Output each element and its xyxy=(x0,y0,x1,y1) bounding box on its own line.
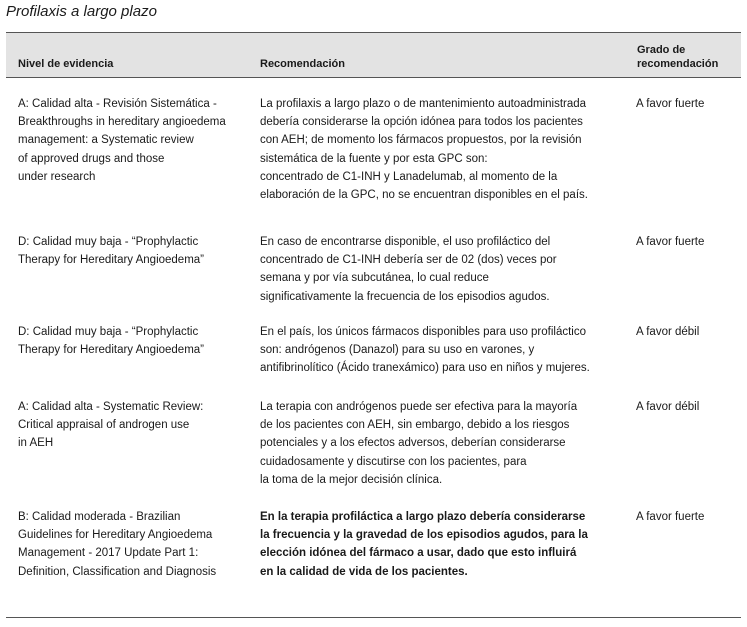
evidence-cell: B: Calidad moderada - Brazilian Guidelines for Hereditary Angioedema Management - 2017 Update Part 1: Definition, Classification and Diagnosis xyxy=(18,511,217,578)
bottom-rule xyxy=(6,617,741,618)
recommendation-cell: En el país, los únicos fármacos disponibles para uso profiláctico son: andrógenos (Danazol) para su uso en varones, y antifibrinolítico (Ácido tranexámico) para uso en niños y mujeres. xyxy=(260,326,590,375)
evidence-cell: A: Calidad alta - Revisión Sistemática - Breakthroughs in hereditary angioedema management: a Systematic review of approved drugs and those under research xyxy=(18,98,226,183)
header-evidence: Nivel de evidencia xyxy=(18,58,114,70)
table-title: Profilaxis a largo plazo xyxy=(6,3,157,20)
header-grade: Grado de recomendación xyxy=(637,44,719,70)
grade-cell: A favor fuerte xyxy=(636,511,705,523)
evidence-cell: D: Calidad muy baja - “Prophylactic Therapy for Hereditary Angioedema” xyxy=(18,326,205,357)
grade-cell: A favor fuerte xyxy=(636,236,705,248)
recommendation-cell: En la terapia profiláctica a largo plazo debería considerarse la frecuencia y la gravedad de los episodios agudos, para la elección idónea del fármaco a usar, dado que esto influirá en la calidad de vida de los pacientes. xyxy=(260,511,588,578)
evidence-cell: A: Calidad alta - Systematic Review: Critical appraisal of androgen use in AEH xyxy=(18,401,204,450)
grade-cell: A favor débil xyxy=(636,401,700,413)
table-header xyxy=(6,33,741,78)
header-recommendation: Recomendación xyxy=(260,58,345,70)
recommendation-cell: La terapia con andrógenos puede ser efectiva para la mayoría de los pacientes con AEH, sin embargo, debido a los riesgos potenciales y a los efectos adversos, deberían considerarse cuidadosamente y discutirse con los pacientes, para la toma de la mejor decisión clínica. xyxy=(260,401,578,486)
recommendation-cell: La profilaxis a largo plazo o de mantenimiento autoadministrada debería considerarse la opción idónea para todos los pacientes con AEH; de momento los fármacos propuestos, por la revisión sistemática de la fuente y por esta GPC son: concentrado de C1-INH y Lanadelumab, al momento de la elaboración de la GPC, no se encuentran disponibles en el país. xyxy=(260,98,588,202)
recommendation-cell: En caso de encontrarse disponible, el uso profiláctico del concentrado de C1-INH debería ser de 02 (dos) veces por semana y por vía subcutánea, lo cual reduce significativamente la frecuencia de los episodios agudos. xyxy=(260,236,557,303)
grade-cell: A favor fuerte xyxy=(636,98,705,110)
evidence-cell: D: Calidad muy baja - “Prophylactic Therapy for Hereditary Angioedema” xyxy=(18,236,205,267)
grade-cell: A favor débil xyxy=(636,326,700,338)
